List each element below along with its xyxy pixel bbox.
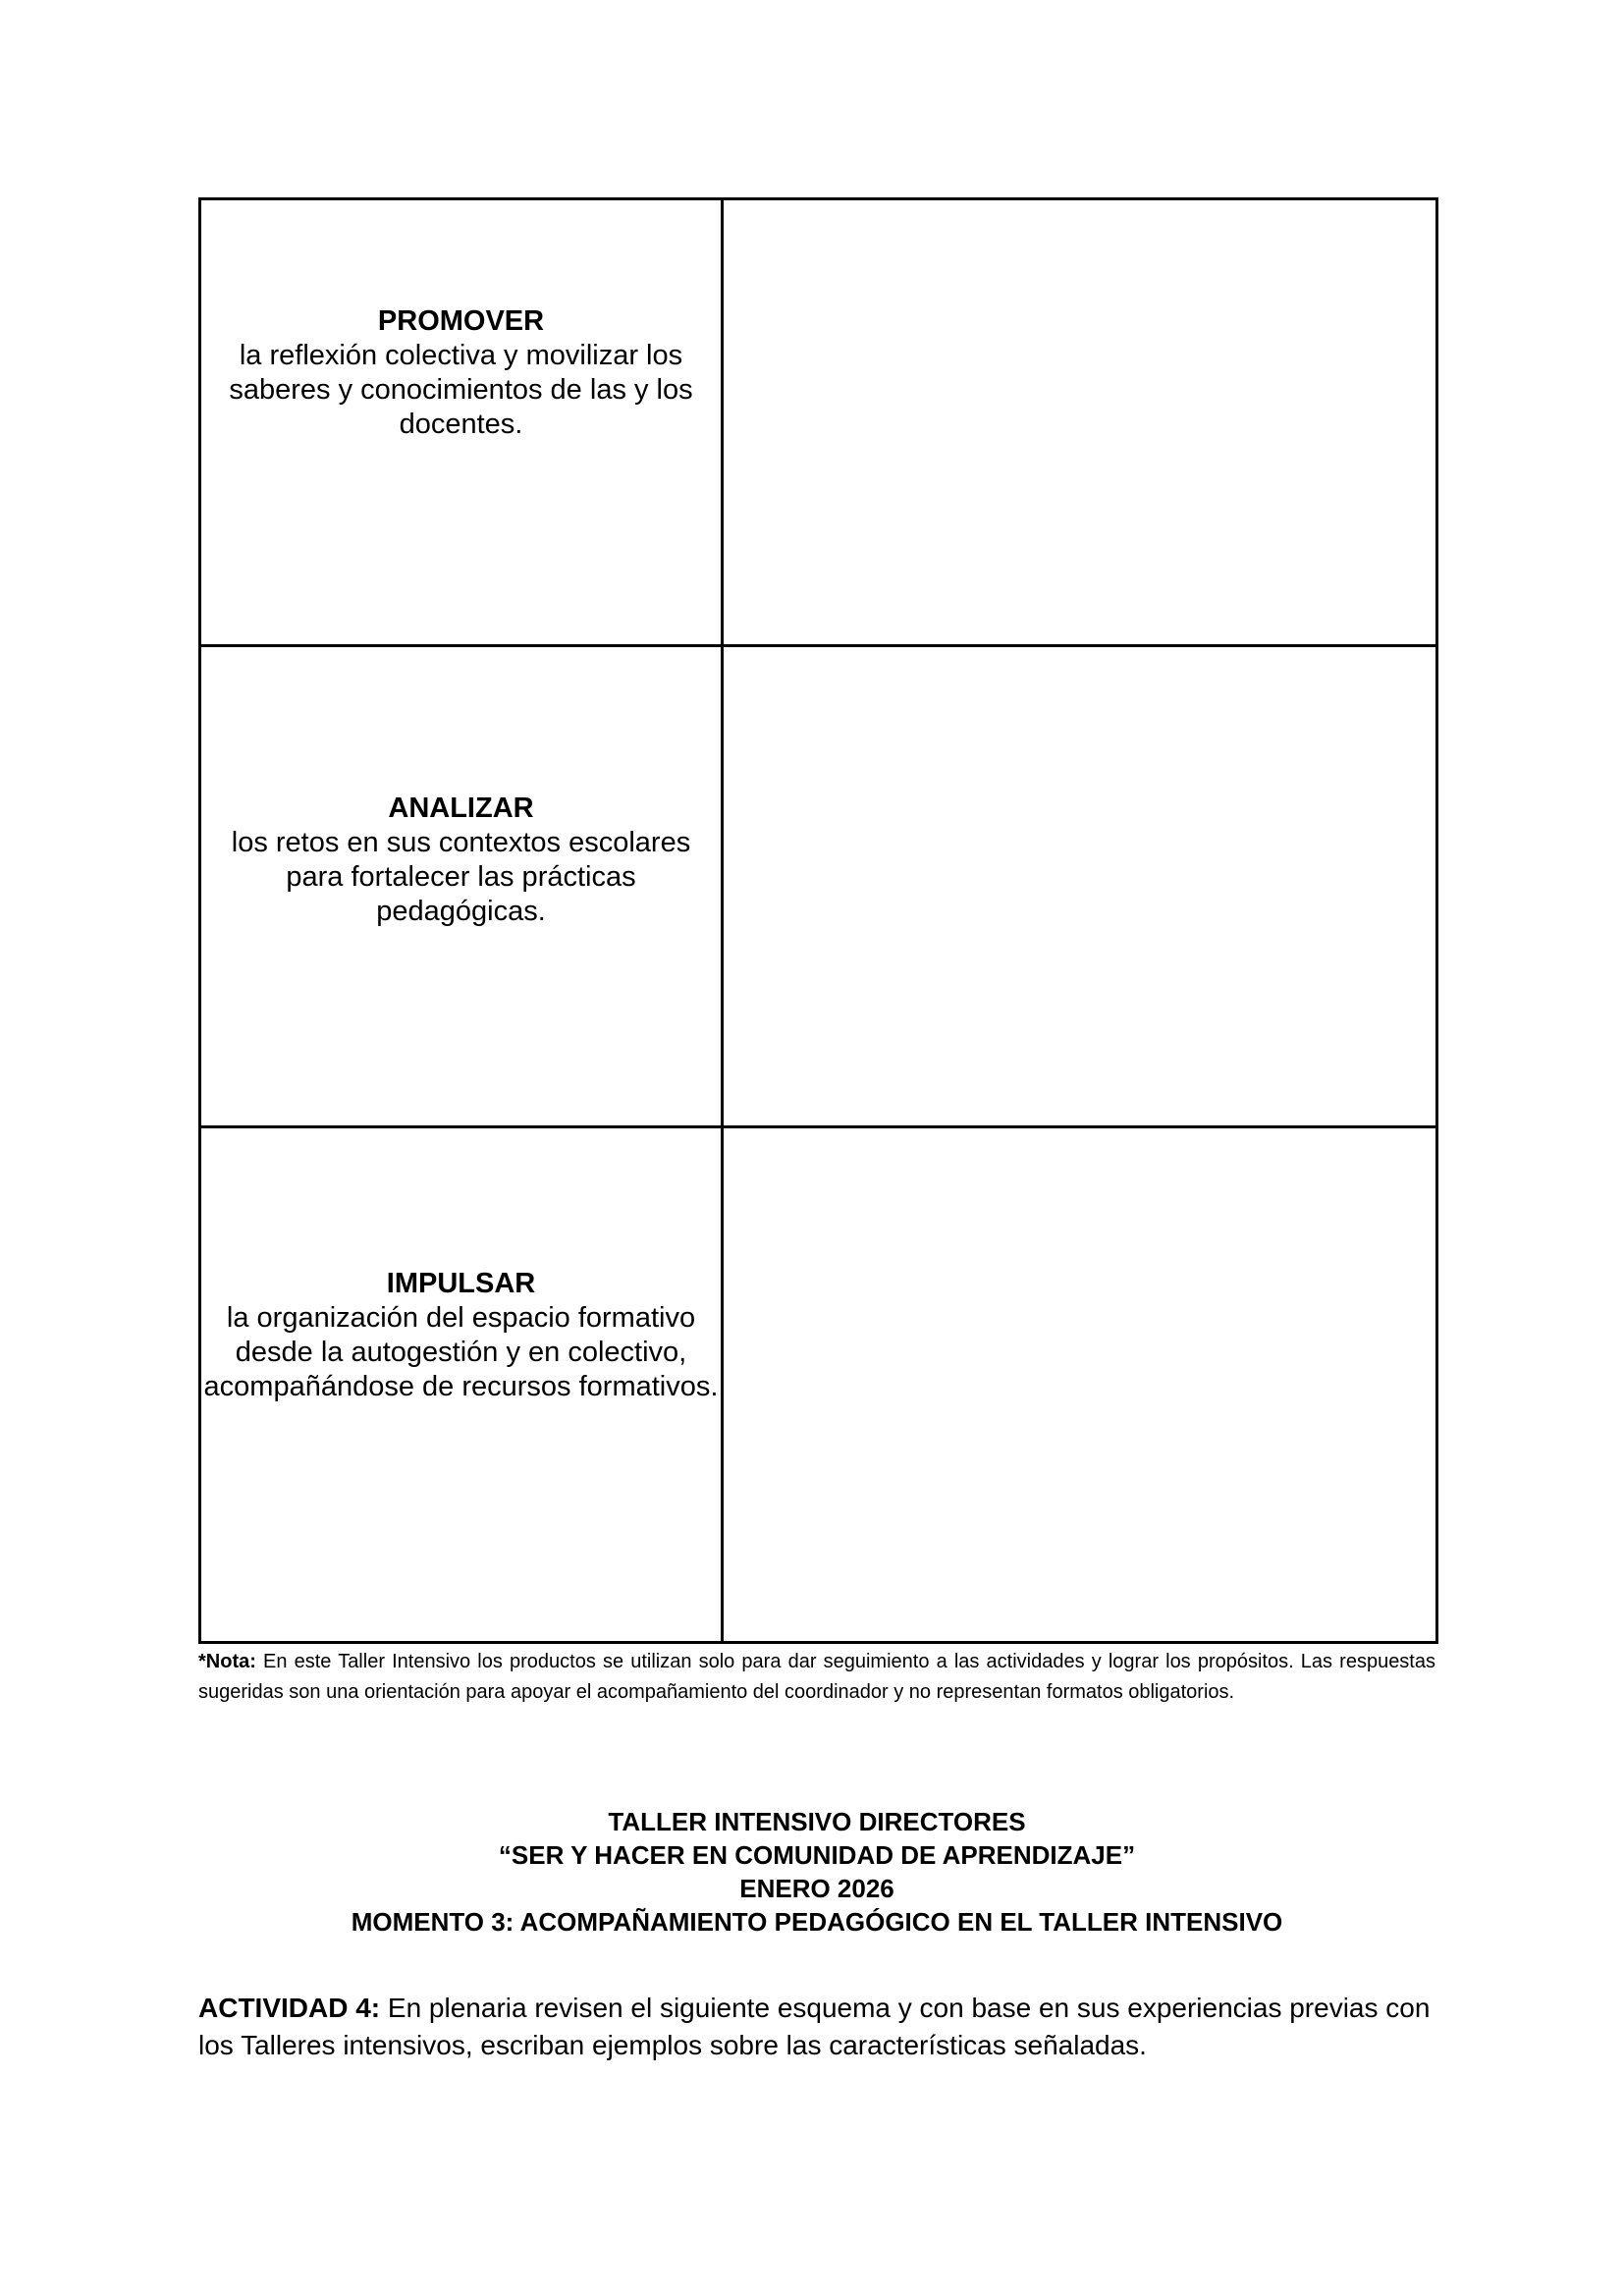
purpose-description: la reflexión colectiva y movilizar los saberes y conocimientos de las y los docentes.: [229, 340, 693, 440]
footnote-label: *Nota:: [198, 1651, 256, 1672]
purpose-cell: [200, 199, 723, 646]
table-row: [200, 1127, 1437, 1643]
purpose-description: los retos en sus contextos escolares para fortalecer las prácticas pedagógicas.: [231, 826, 691, 927]
purpose-table: [198, 197, 1438, 1644]
answer-cell[interactable]: [723, 1127, 1437, 1643]
section-heading: [198, 1805, 1435, 1939]
table-row: [200, 646, 1437, 1127]
answer-cell[interactable]: [723, 646, 1437, 1127]
heading-line-moment: MOMENTO 3: ACOMPAÑAMIENTO PEDAGÓGICO EN EL TALLER INTENSIVO: [351, 1907, 1283, 1937]
heading-line-workshop: TALLER INTENSIVO DIRECTORES: [608, 1807, 1026, 1836]
purpose-cell: [200, 646, 723, 1127]
heading-line-date: ENERO 2026: [739, 1874, 894, 1903]
answer-cell[interactable]: [723, 199, 1437, 646]
activity-label: ACTIVIDAD 4:: [198, 1993, 381, 2023]
activity-text: En plenaria revisen el siguiente esquema y con base en sus experiencias previas con los Talleres intensivos, escriban ejemplos sobre las características señaladas.: [198, 1993, 1431, 2060]
activity-paragraph: [198, 1990, 1435, 2064]
purpose-cell: [200, 1127, 723, 1643]
table-row: [200, 199, 1437, 646]
heading-line-title: “SER Y HACER EN COMUNIDAD DE APRENDIZAJE”: [498, 1840, 1136, 1870]
purpose-verb: IMPULSAR: [386, 1268, 536, 1299]
footnote: [198, 1647, 1435, 1708]
purpose-verb: ANALIZAR: [388, 792, 534, 824]
purpose-verb: PROMOVER: [377, 305, 545, 337]
purpose-description: la organización del espacio formativo desde la autogestión y en colectivo, acompañándose de recursos formativos.: [203, 1302, 719, 1402]
footnote-text: En este Taller Intensivo los productos se utilizan solo para dar seguimiento a las actividades y lograr los propósitos. Las respuestas sugeridas son una orientación para apoyar el acompañamiento del coordinador y no representan formatos obligatorios.: [198, 1651, 1435, 1703]
